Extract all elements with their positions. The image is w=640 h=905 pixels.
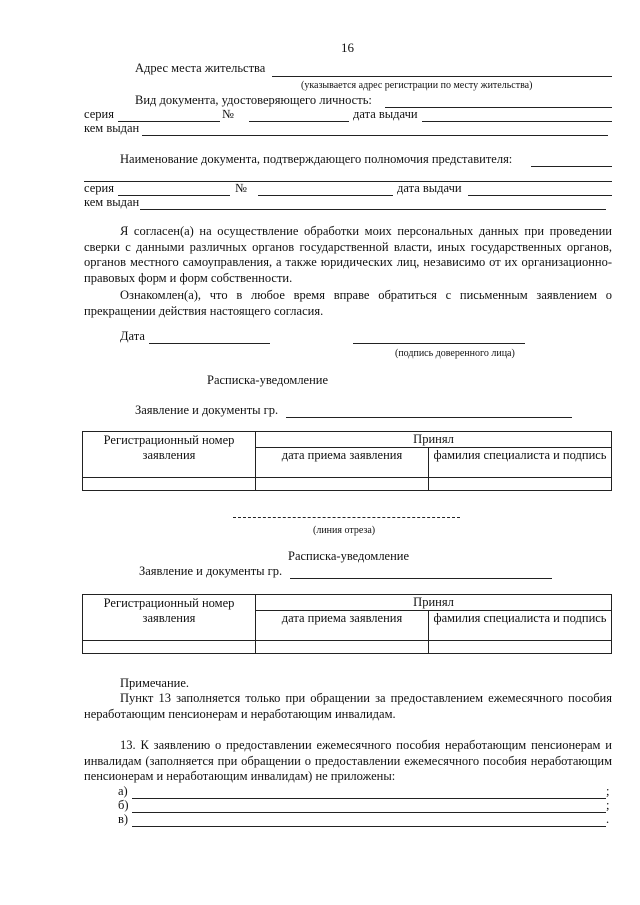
receipt2-statement: Заявление и документы гр.	[139, 564, 283, 578]
authority-date-label: дата выдачи	[397, 181, 462, 195]
authority-doc-name-field-2[interactable]	[84, 181, 612, 182]
address-field[interactable]	[272, 76, 612, 77]
item13-b-end: ;	[606, 798, 610, 812]
identity-series-label: серия	[84, 107, 114, 121]
receipt2-name-field[interactable]	[290, 578, 552, 579]
item13-c-end: .	[606, 812, 610, 826]
item13-c-field[interactable]	[132, 826, 606, 827]
item13-text: 13. К заявлению о предоставлении ежемесячного пособия неработающим пенсионерам и инвалидам (заполняется при обращении о предоставлении ежемесячного пособия неработающим пенсионерам и неработающим инвалидам) не приложены:	[84, 738, 612, 783]
authority-doc-label: Наименование документа, подтверждающего полномочия представителя:	[120, 152, 513, 166]
signature-field[interactable]	[353, 343, 525, 344]
identity-date-field[interactable]	[422, 121, 612, 122]
authority-number-field[interactable]	[258, 195, 393, 196]
receipt1-col-reg: Регистрационный номер заявления	[83, 432, 256, 478]
receipt1-specialist-cell[interactable]	[429, 478, 612, 491]
receipt2-table	[82, 594, 612, 654]
authority-issued-field[interactable]	[140, 209, 606, 210]
cut-line	[233, 517, 460, 518]
acknowledge-text: Ознакомлен(а), что в любое время вправе обратиться с письменным заявлением о прекращении действия настоящего согласия.	[84, 288, 612, 318]
note-text: Пункт 13 заполняется только при обращении за предоставлением ежемесячного пособия неработающим пенсионерам и неработающим инвалидам.	[84, 691, 612, 721]
receipt1-col-accepted: Принял	[256, 432, 612, 448]
cut-line-label: (линия отреза)	[313, 525, 376, 536]
receipt2-specialist-cell[interactable]	[429, 641, 612, 654]
identity-doc-label: Вид документа, удостоверяющего личность:	[135, 93, 372, 107]
receipt1-statement: Заявление и документы гр.	[135, 403, 279, 417]
identity-issued-label: кем выдан	[84, 121, 140, 135]
receipt1-date-cell[interactable]	[256, 478, 429, 491]
receipt1-col-date: дата приема заявления	[256, 448, 429, 478]
identity-number-field[interactable]	[249, 121, 349, 122]
item13-b-label: б)	[118, 798, 129, 812]
identity-number-label: №	[222, 107, 234, 121]
receipt2-col-reg: Регистрационный номер заявления	[83, 595, 256, 641]
authority-series-label: серия	[84, 181, 114, 195]
page-number: 16	[341, 40, 354, 55]
identity-doc-type-field[interactable]	[385, 107, 612, 108]
receipt1-col-specialist: фамилия специалиста и подпись	[429, 448, 612, 478]
receipt2-col-specialist: фамилия специалиста и подпись	[429, 611, 612, 641]
authority-doc-name-field[interactable]	[531, 166, 612, 167]
item13-c-label: в)	[118, 812, 129, 826]
item13-a-field[interactable]	[132, 798, 606, 799]
authority-issued-label: кем выдан	[84, 195, 140, 209]
date-label: Дата	[120, 329, 145, 343]
receipt1-table	[82, 431, 612, 491]
receipt2-title: Расписка-уведомление	[288, 549, 410, 563]
item13-a-end: ;	[606, 784, 610, 798]
receipt2-reg-cell[interactable]	[83, 641, 256, 654]
authority-date-field[interactable]	[468, 195, 612, 196]
signature-hint: (подпись доверенного лица)	[395, 348, 515, 359]
receipt2-col-accepted: Принял	[256, 595, 612, 611]
receipt2-col-date: дата приема заявления	[256, 611, 429, 641]
identity-date-label: дата выдачи	[353, 107, 418, 121]
receipt1-reg-cell[interactable]	[83, 478, 256, 491]
note-title: Примечание.	[120, 676, 190, 690]
item13-a-label: а)	[118, 784, 128, 798]
receipt2-date-cell[interactable]	[256, 641, 429, 654]
date-field[interactable]	[149, 343, 270, 344]
address-hint: (указывается адрес регистрации по месту жительства)	[301, 80, 533, 91]
address-label: Адрес места жительства	[135, 61, 266, 75]
item13-b-field[interactable]	[132, 812, 606, 813]
identity-issued-field[interactable]	[142, 135, 608, 136]
receipt1-name-field[interactable]	[286, 417, 572, 418]
consent-text: Я согласен(а) на осуществление обработки моих персональных данных при проведении сверки с данными различных органов государственной власти, иных государственных органов, органов местного самоуправления, а также юридических лиц, независимо от их организационно-правовых форм и форм собственности.	[84, 224, 612, 285]
receipt1-title: Расписка-уведомление	[207, 373, 329, 387]
authority-number-label: №	[235, 181, 247, 195]
